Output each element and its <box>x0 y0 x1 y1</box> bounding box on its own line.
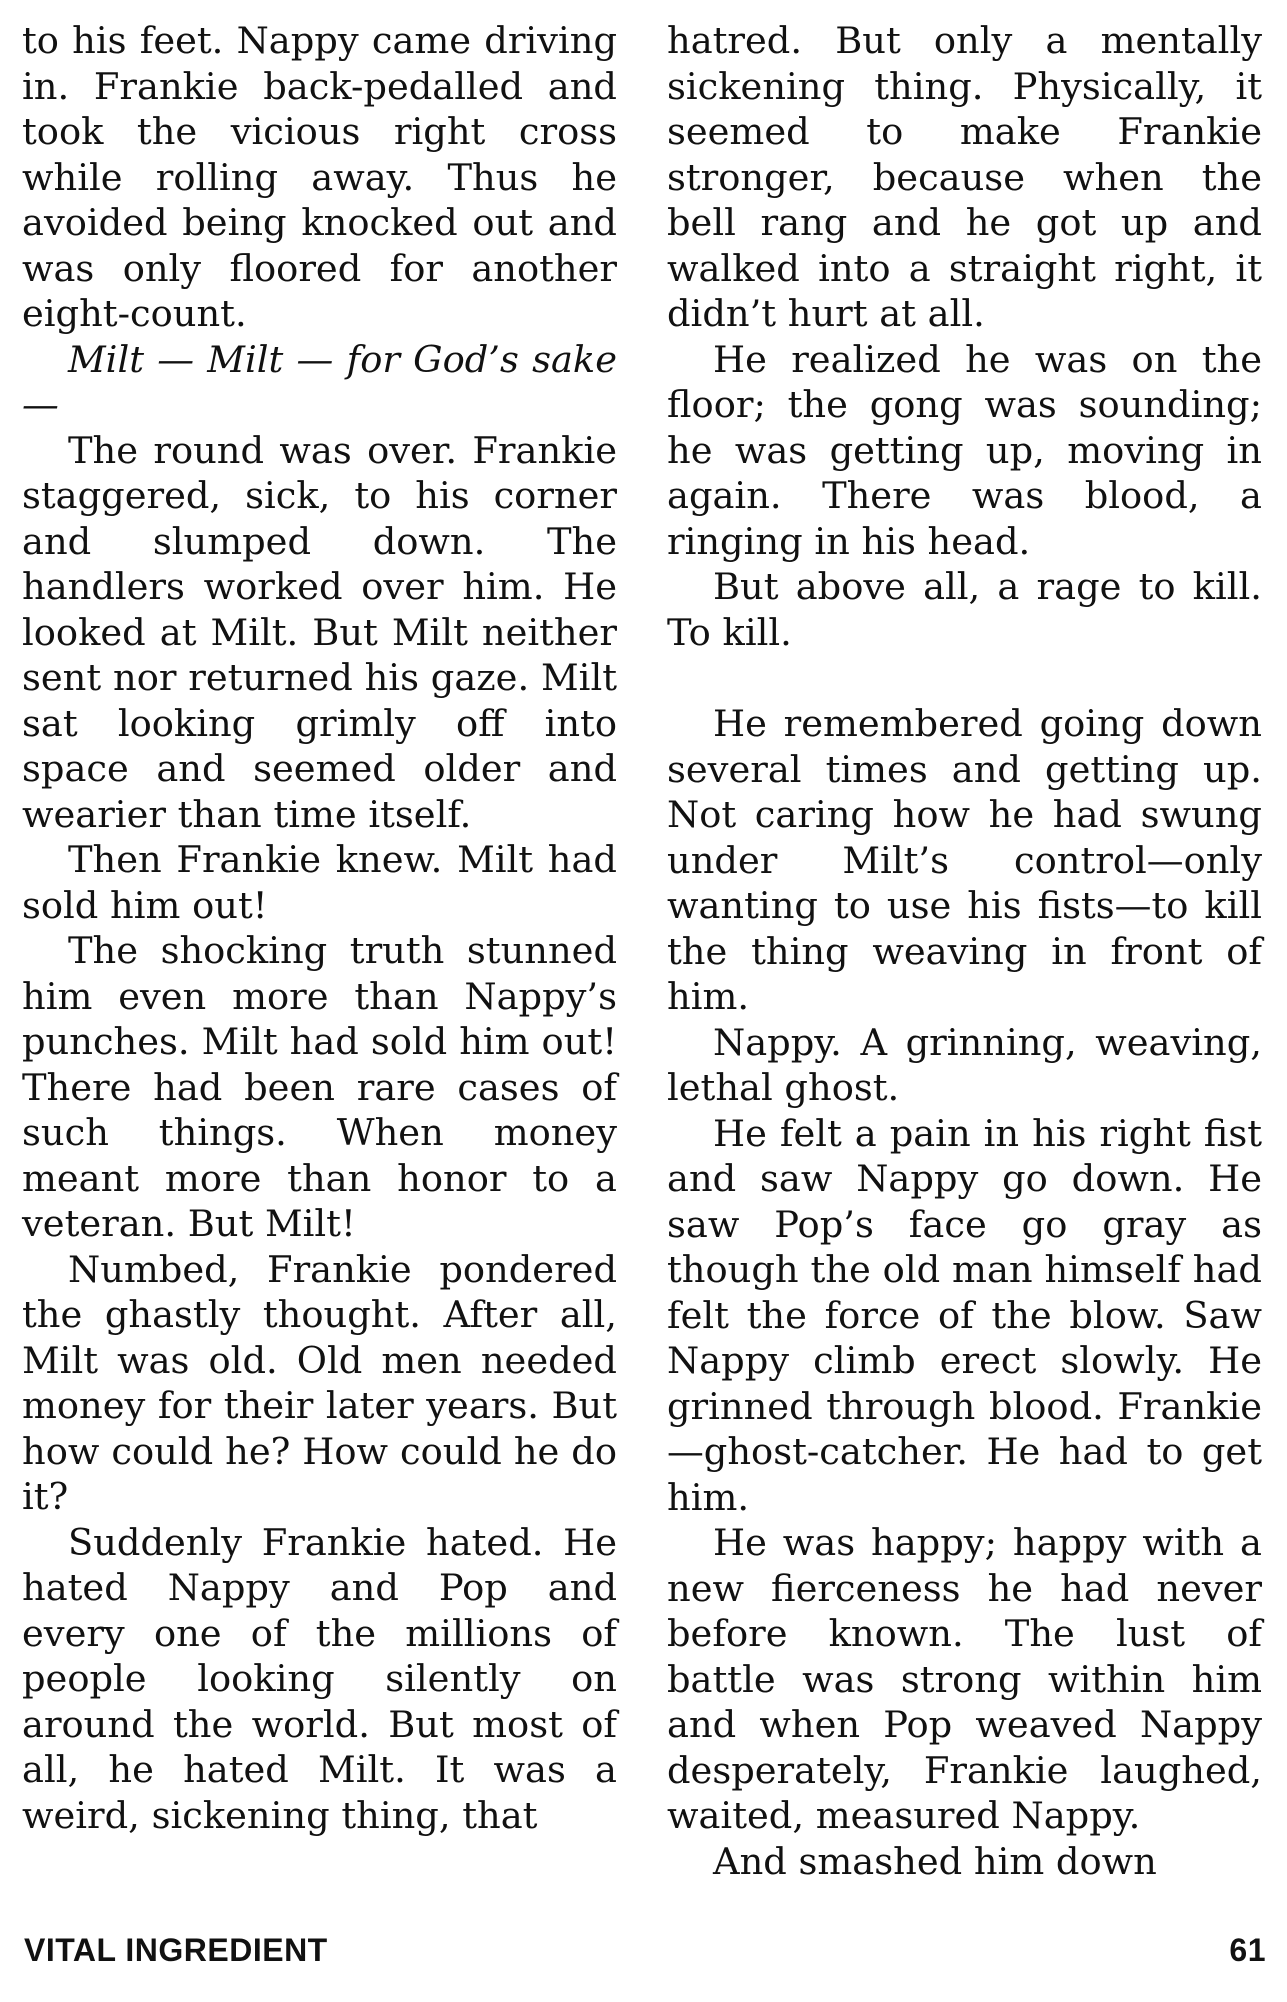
left-text-column <box>22 18 617 1838</box>
paragraph: hatred. But only a mentally sickening thing. Physically, it seemed to make Frankie stronger, because when the bell rang and he got up and walked into a straight right, it didn’t hurt at all. <box>667 19 1262 335</box>
paragraph: The shocking truth stunned him even more than Nappy’s punches. Milt had sold him out! There had been rare cases of such things. When money meant more than honor to a veteran. But Milt! <box>22 929 617 1245</box>
paragraph: He was happy; happy with a new fierceness he had never before known. The lust of battle was strong within him and when Pop weaved Nappy desperately, Frankie laughed, waited, measured Nappy. <box>667 1521 1262 1837</box>
paragraph: Then Frankie knew. Milt had sold him out! <box>22 838 617 927</box>
paragraph: He realized he was on the floor; the gong was sounding; he was getting up, moving in again. There was blood, a ringing in his head. <box>667 337 1262 563</box>
paragraph: And smashed him down <box>713 1839 1157 1883</box>
paragraph: Nappy. A grinning, weaving, lethal ghost. <box>667 1020 1262 1109</box>
italic-thought-text: Milt — Milt — for God’s sake— <box>22 337 617 426</box>
book-page <box>22 18 1272 1913</box>
paragraph: Numbed, Frankie pondered the ghastly thought. After all, Milt was old. Old men needed money for their later years. But how could he? How could he do it? <box>22 1247 617 1518</box>
paragraph: The round was over. Frankie staggered, sick, to his corner and slumped down. The handlers worked over him. He looked at Milt. But Milt neither sent nor returned his gaze. Milt sat looking grimly off into space and seemed older and wearier than time itself. <box>22 428 617 836</box>
italic-thought-paragraph <box>22 337 617 428</box>
right-text-column <box>667 18 1262 1884</box>
paragraph: He remembered going down several times and getting up. Not caring how he had swung under Milt’s control—only wanting to use his fists—to kill the thing weaving in front of him. <box>667 702 1262 1018</box>
page-number: 61 <box>1229 1932 1266 1968</box>
paragraph: But above all, a rage to kill. To kill. <box>667 565 1262 654</box>
paragraph: Suddenly Frankie hated. He hated Nappy and Pop and every one of the millions of people looking silently on around the world. But most of all, he hated Milt. It was a weird, sickening thing, that <box>22 1520 617 1837</box>
running-title: VITAL INGREDIENT <box>24 1932 328 1968</box>
paragraph: to his feet. Nappy came driving in. Frankie back-pedalled and took the vicious right cross while rolling away. Thus he avoided being knocked out and was only floored for another eight-count. <box>22 19 617 335</box>
paragraph: He felt a pain in his right fist and saw Nappy go down. He saw Pop’s face go gray as though the old man himself had felt the force of the blow. Saw Nappy climb erect slowly. He grinned through blood. Frankie—ghost-catcher. He had to get him. <box>667 1111 1262 1519</box>
